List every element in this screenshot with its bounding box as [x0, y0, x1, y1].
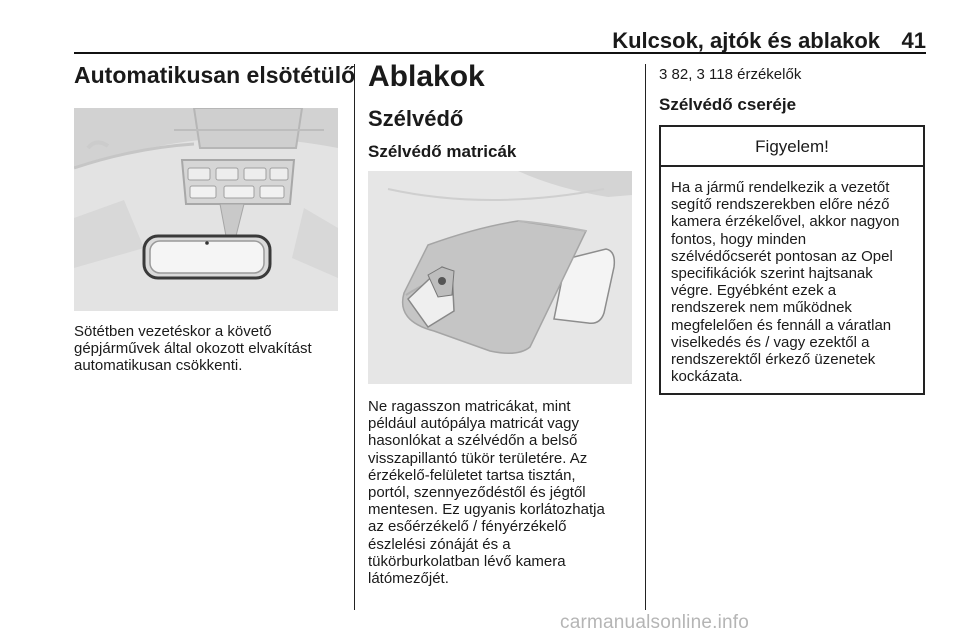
warning-box: [659, 125, 925, 395]
warning-text: Ha a jármű rendelkezik a vezetőt segítő rendszerekben előre néző kamera érzékelővel, akkor nagyon fontos, hogy minden szélvédőcserét pontosan az Opel specifikációk szerint hajtsanak végre. Egyébként ezek a rendszerek nem működnek megfelelően és fennáll a váratlan viselkedés és / vagy ezektől a rendszerektől érkező üzenetek kockázata.: [671, 179, 900, 386]
mirror-illustration: [74, 108, 338, 311]
header-rule: [74, 52, 926, 54]
warning-title: Figyelem!: [661, 127, 923, 167]
subsubheading-windshield-replacement: Szélvédő cseréje: [659, 95, 797, 114]
section-heading-auto-dimming: Automatikusan elsötétülő: [74, 62, 356, 88]
running-header-title: Kulcsok, ajtók és ablakok: [612, 28, 880, 53]
subheading-windshield: Szélvédő: [368, 106, 464, 131]
section-heading-windows: Ablakok: [368, 60, 485, 93]
page-number: 41: [901, 28, 926, 53]
watermark: carmanualsonline.info: [560, 612, 750, 633]
sensor-page-reference: 3 82, 3 118 érzékelők: [659, 66, 802, 83]
windshield-sticker-illustration: [368, 171, 632, 384]
column-divider-left: [354, 64, 355, 610]
column-divider-right: [645, 64, 646, 610]
windshield-sticker-drawing: [368, 171, 632, 384]
subsubheading-windshield-stickers: Szélvédő matricák: [368, 142, 517, 161]
mirror-illustration-drawing: [74, 108, 338, 311]
auto-dimming-paragraph: Sötétben vezetéskor a követő gépjárművek által okozott elvakítást automatikusan csökkenti.: [74, 323, 312, 375]
windshield-stickers-paragraph: Ne ragasszon matricákat, mint például autópálya matricát vagy hasonlókat a szélvédőn a belső visszapillantó tükör területére. Az érzékelő-felületet tartsa tisztán, portól, szennyeződéstől és jégtől mentesen. Ez ugyanis korlátozhatja az esőérzékelő / fényérzékelő észlelési zónáját és a tükörburkolatban lévő kamera látómezőjét.: [368, 398, 605, 588]
